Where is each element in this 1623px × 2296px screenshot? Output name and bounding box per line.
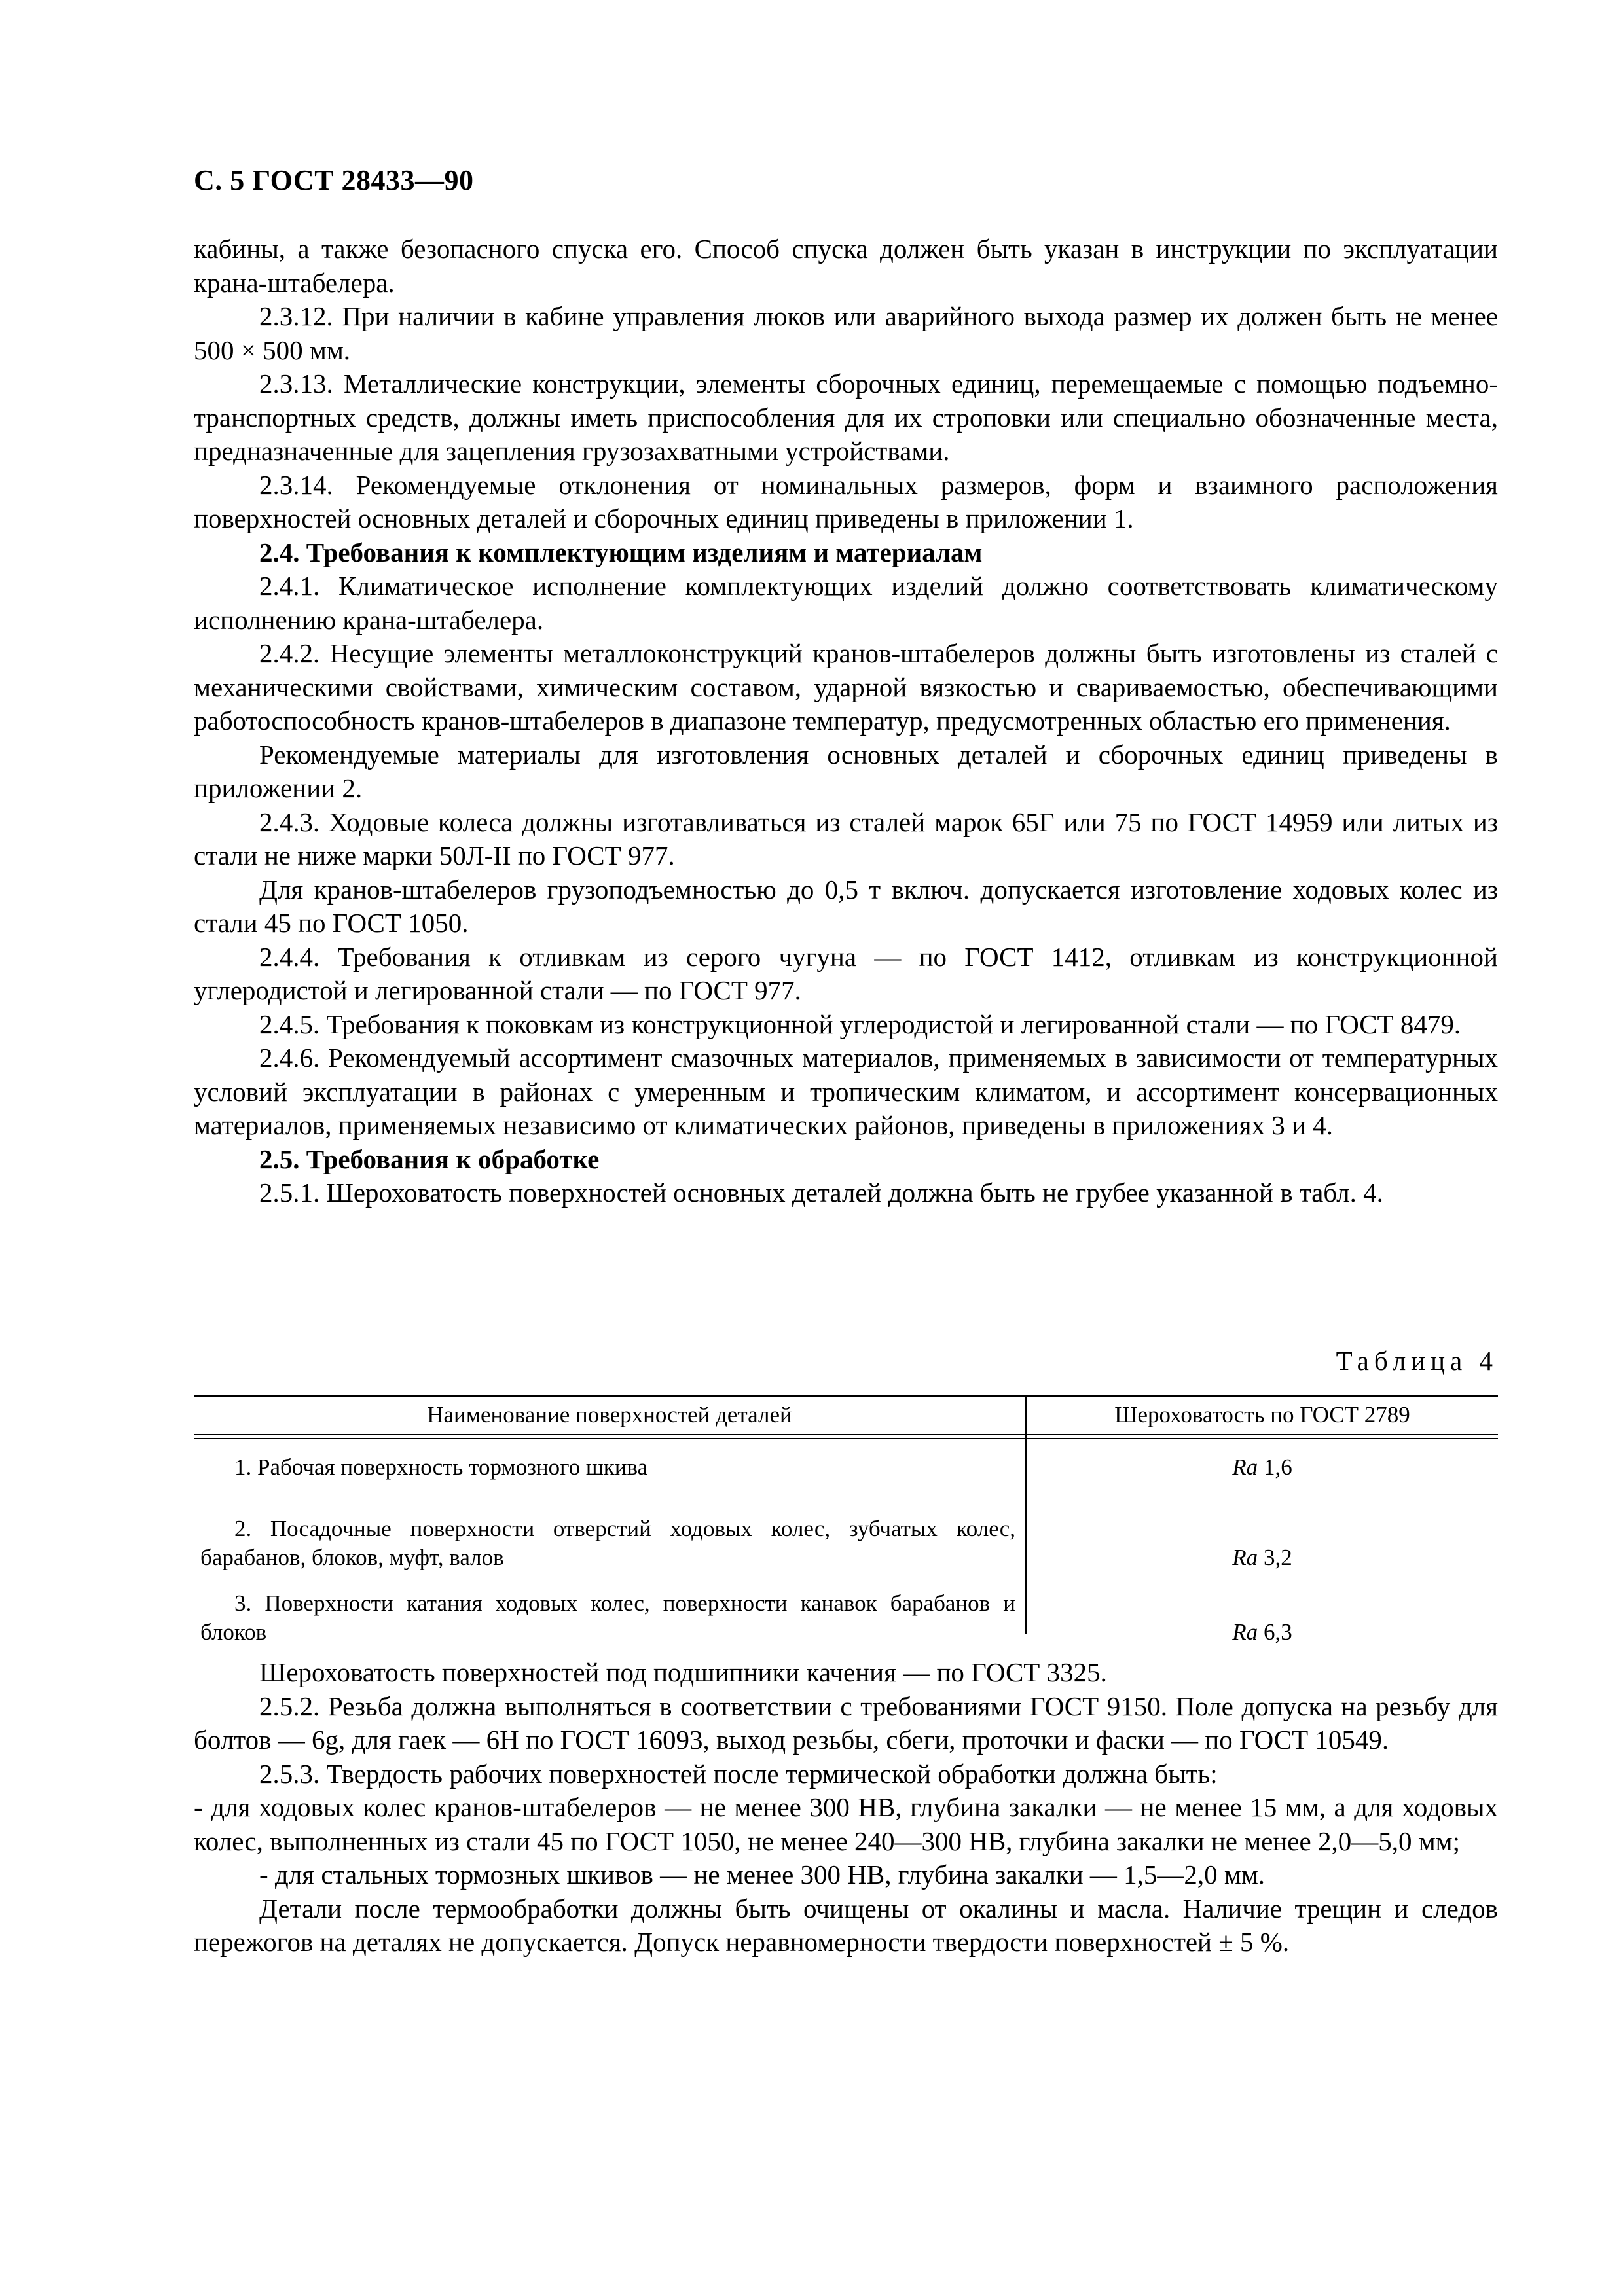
table-header-rule <box>194 1434 1498 1435</box>
table-cell-roughness <box>1027 1618 1498 1647</box>
paragraph: 2.5.3. Твердость рабочих поверхностей после термической обработки должна быть: <box>259 1758 1218 1789</box>
paragraph: Шероховатость поверхностей под подшипники качения — по ГОСТ 3325. <box>259 1657 1107 1687</box>
paragraph: Для кранов-штабелеров грузоподъемностью до 0,5 т включ. допускается изготовление ходовых колес из стали 45 по ГОСТ 1050. <box>194 874 1498 938</box>
ra-symbol: Ra <box>1232 1619 1258 1645</box>
paragraph: 2.4.6. Рекомендуемый ассортимент смазочных материалов, применяемых в зависимости от температурных условий эксплуатации в районах с умеренным и тропическим климатом, и ассортимент консервационных материалов, применяемых независимо от климатических районов, приведены в приложениях 3 и 4. <box>194 1043 1498 1140</box>
table-cell-roughness <box>1027 1453 1498 1482</box>
body-text-top <box>194 232 1498 1210</box>
table-cell-surface: 3. Поверхности катания ходовых колес, поверхности канавок барабанов и блоков <box>200 1590 1015 1645</box>
paragraph: 2.4.3. Ходовые колеса должны изготавливаться из сталей марок 65Г или 75 по ГОСТ 14959 или литых из стали не ниже марки 50Л-II по ГОСТ 977. <box>194 806 1498 870</box>
section-heading: 2.5. Требования к обработке <box>259 1143 600 1174</box>
page-header: С. 5 ГОСТ 28433—90 <box>194 164 474 196</box>
table-header-surface: Наименование поверхностей деталей <box>427 1402 792 1427</box>
roughness-value: 6,3 <box>1263 1619 1292 1645</box>
paragraph: 2.4.1. Климатическое исполнение комплектующих изделий должно соответствовать климатическому исполнению крана-штабелера. <box>194 571 1498 635</box>
table-top-rule <box>194 1395 1498 1397</box>
paragraph: 2.3.13. Металлические конструкции, элементы сборочных единиц, перемещаемые с помощью подъемно-транспортных средств, должны иметь приспособления для их строповки или специально обозначенные места, предназначенные для зацепления грузозахватными устройствами. <box>194 368 1498 466</box>
section-heading: 2.4. Требования к комплектующим изделиям и материалам <box>259 537 983 567</box>
paragraph: 2.4.2. Несущие элементы металлоконструкций кранов-штабелеров должны быть изготовлены из сталей с механическими свойствами, химическим составом, ударной вязкостью и свариваемостью, обеспечивающими работоспособность кранов-штабелеров в диапазоне температур, предусмотренных областью его применения. <box>194 638 1498 736</box>
paragraph: 2.4.5. Требования к поковкам из конструкционной углеродистой и легированной стали — по ГОСТ 8479. <box>259 1009 1461 1039</box>
paragraph: 2.3.12. При наличии в кабине управления люков или аварийного выхода размер их должен быть не менее 500 × 500 мм. <box>194 301 1498 365</box>
paragraph: 2.5.2. Резьба должна выполняться в соответствии с требованиями ГОСТ 9150. Поле допуска на резьбу для болтов — 6g, для гаек — 6Н по ГОСТ 16093, выход резьбы, сбеги, проточки и фаски — по ГОСТ 10549. <box>194 1691 1498 1755</box>
table-cell-surface: 1. Рабочая поверхность тормозного шкива <box>234 1454 648 1480</box>
paragraph: кабины, а также безопасного спуска его. Способ спуска должен быть указан в инструкции по эксплуатации крана-штабелера. <box>194 234 1498 298</box>
table-cell-surface: 2. Посадочные поверхности отверстий ходовых колес, зубчатых колес, барабанов, блоков, муфт, валов <box>200 1516 1015 1570</box>
paragraph: 2.3.14. Рекомендуемые отклонения от номинальных размеров, форм и взаимного расположения поверхностей основных деталей и сборочных единиц приведены в приложении 1. <box>194 469 1498 533</box>
paragraph: - для ходовых колес кранов-штабелеров — не менее 300 НВ, глубина закалки — не менее 15 мм, а для ходовых колес, выполненных из стали 45 по ГОСТ 1050, не менее 240—300 НВ, глубина закалки не менее 2,0—5,0 мм; <box>194 1792 1498 1856</box>
paragraph: 2.4.4. Требования к отливкам из серого чугуна — по ГОСТ 1412, отливкам из конструкционной углеродистой и легированной стали — по ГОСТ 977. <box>194 941 1498 1005</box>
table-column-divider <box>1025 1395 1027 1634</box>
ra-symbol: Ra <box>1232 1545 1258 1570</box>
table-header-rule-double <box>194 1438 1498 1439</box>
paragraph: 2.5.1. Шероховатость поверхностей основных деталей должна быть не грубее указанной в табл. 4. <box>259 1177 1383 1208</box>
paragraph: Рекомендуемые материалы для изготовления основных деталей и сборочных единиц приведены в приложении 2. <box>194 739 1498 803</box>
ra-symbol: Ra <box>1232 1454 1258 1480</box>
paragraph: - для стальных тормозных шкивов — не менее 300 НВ, глубина закалки — 1,5—2,0 мм. <box>259 1859 1266 1890</box>
paragraph: Детали после термообработки должны быть очищены от окалины и масла. Наличие трещин и следов пережогов на деталях не допускается. Допуск неравномерности твердости поверхностей ± 5 %. <box>194 1893 1498 1957</box>
body-text-bottom <box>194 1656 1498 1960</box>
roughness-value: 1,6 <box>1263 1454 1292 1480</box>
table-cell-roughness <box>1027 1543 1498 1572</box>
table-caption: Таблица 4 <box>1336 1346 1498 1376</box>
table-header-roughness: Шероховатость по ГОСТ 2789 <box>1114 1402 1410 1427</box>
roughness-value: 3,2 <box>1263 1545 1292 1570</box>
